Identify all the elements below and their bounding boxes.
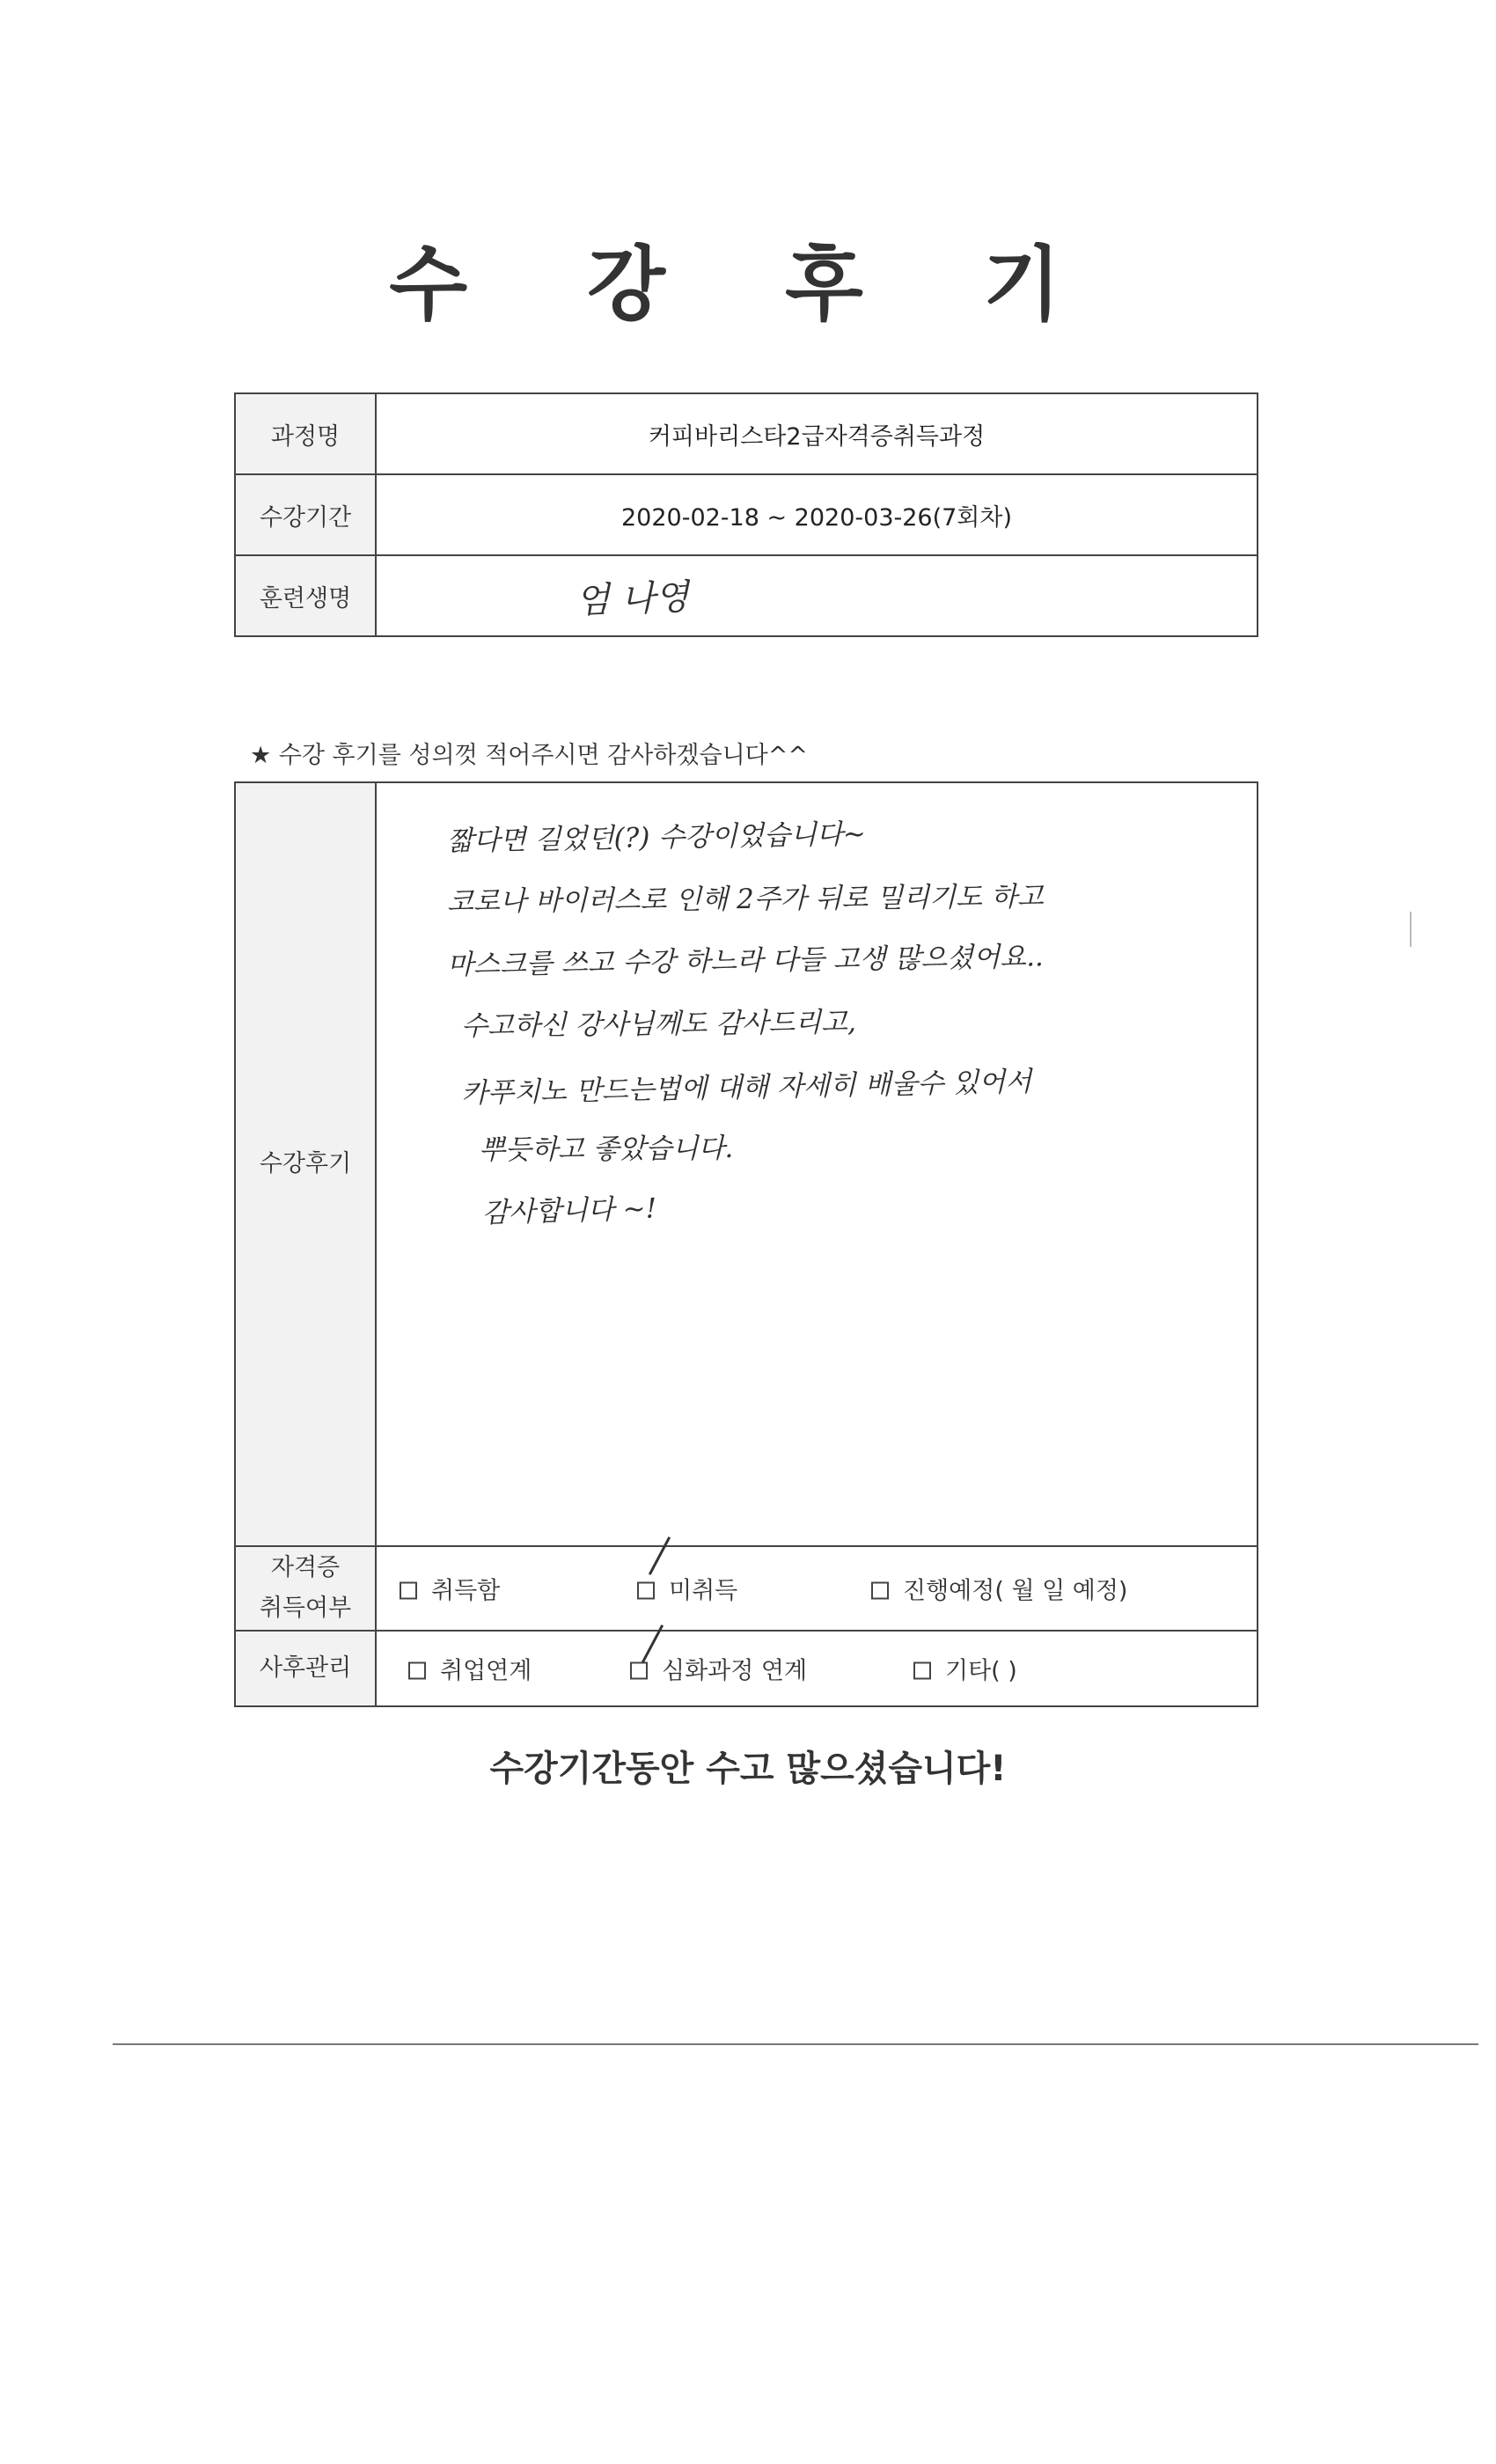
checkbox-icon[interactable] <box>913 1662 931 1680</box>
aftercare-label: 사후관리 <box>235 1631 376 1706</box>
period-value: 2020-02-18 ~ 2020-03-26(7회차) <box>376 474 1258 555</box>
course-name-value: 커피바리스타2급자격증취득과정 <box>376 393 1258 474</box>
review-table <box>234 781 1258 1707</box>
cert-option-scheduled[interactable]: 진행예정( 월 일 예정) <box>871 1572 1127 1606</box>
trainee-name-handwritten: 엄 나영 <box>575 576 690 621</box>
aftercare-option-other[interactable]: 기타( ) <box>913 1652 1017 1686</box>
cert-label <box>235 1546 376 1631</box>
closing-message: 수강기간동안 수고 많으셨습니다! <box>489 1749 1007 1789</box>
review-body <box>376 782 1258 1546</box>
trainee-name-label: 훈련생명 <box>235 555 376 636</box>
trainee-name-cell <box>376 555 1258 636</box>
scan-mark <box>1410 912 1412 947</box>
review-line: 뿌듯하고 좋았습니다. <box>478 1132 734 1167</box>
course-name-label: 과정명 <box>235 393 376 474</box>
aftercare-option-advanced-course[interactable]: 심화과정 연계 <box>630 1652 807 1686</box>
review-line: 코로나 바이러스로 인해 2주가 뒤로 밀리기도 하고 <box>446 881 1044 918</box>
checkbox-icon[interactable] <box>400 1582 417 1600</box>
review-instruction: ★ 수강 후기를 성의껏 적어주시면 감사하겠습니다^^ <box>250 742 809 769</box>
cert-option-not-obtained[interactable]: 미취득 <box>637 1572 737 1606</box>
cert-label-line2: 취득여부 <box>259 1595 352 1622</box>
page-title: 수 강 후 기 <box>389 238 1107 332</box>
review-line: 짧다면 길었던(?) 수강이었습니다~ <box>446 818 867 858</box>
aftercare-option-employment[interactable]: 취업연계 <box>408 1652 532 1686</box>
review-line: 수고하신 강사님께도 감사드리고, <box>460 1006 857 1043</box>
cert-label-line1: 자격증 <box>270 1554 341 1581</box>
checkbox-icon[interactable] <box>637 1582 655 1600</box>
aftercare-options <box>376 1631 1258 1706</box>
cert-option-obtained[interactable]: 취득함 <box>400 1572 500 1606</box>
checkbox-icon[interactable] <box>871 1582 889 1600</box>
review-label: 수강후기 <box>235 782 376 1546</box>
review-line: 감사합니다 ~! <box>481 1192 657 1229</box>
review-line: 카푸치노 만드는법에 대해 자세히 배울수 있어서 <box>460 1066 1032 1110</box>
course-info-table <box>234 392 1258 637</box>
cert-options <box>376 1546 1258 1631</box>
checkbox-icon[interactable] <box>630 1662 648 1680</box>
period-label: 수강기간 <box>235 474 376 555</box>
page-edge-line <box>113 2043 1478 2045</box>
checkbox-icon[interactable] <box>408 1662 426 1680</box>
review-line: 마스크를 쓰고 수강 하느라 다들 고생 많으셨어요.. <box>446 941 1045 981</box>
